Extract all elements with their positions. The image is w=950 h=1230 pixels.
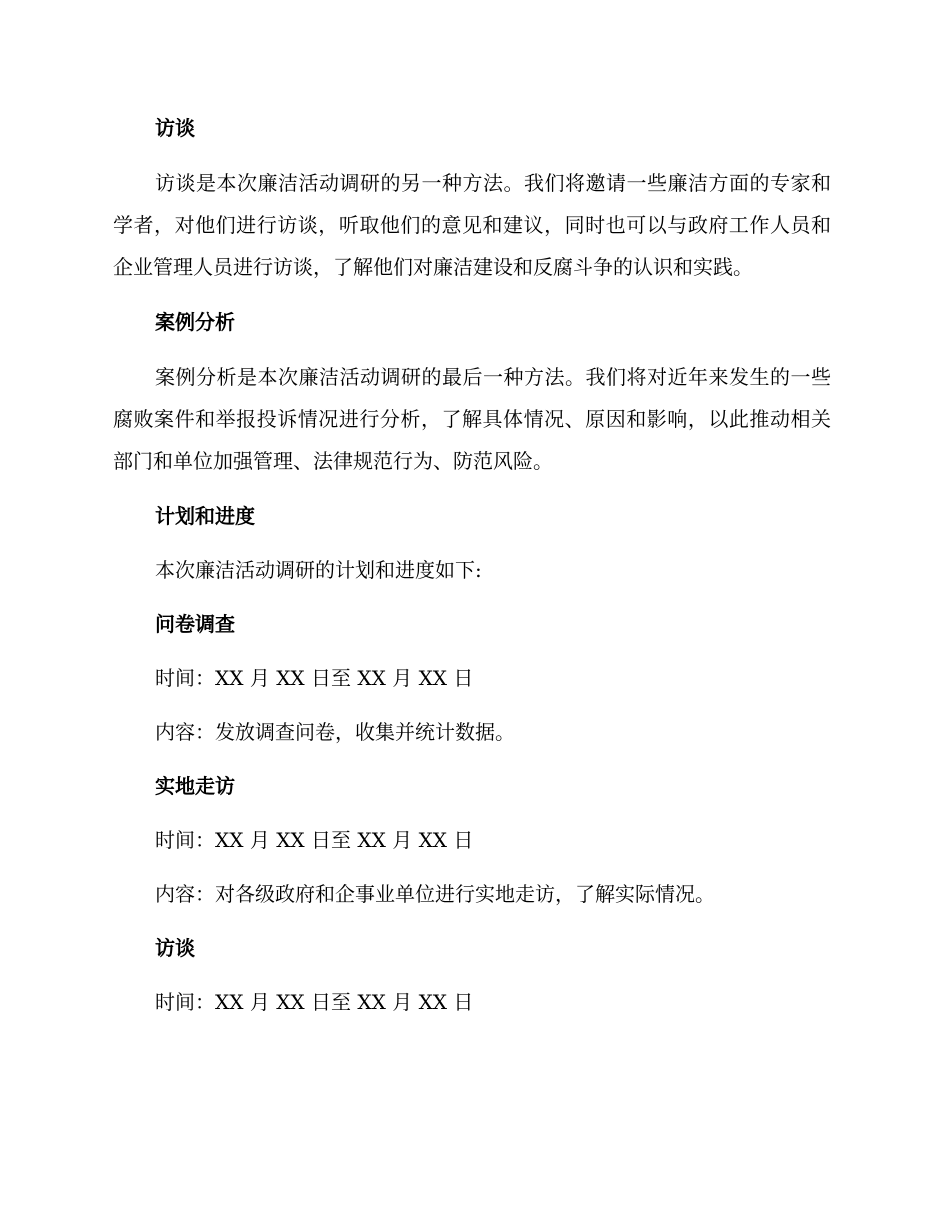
plan-intro: 本次廉洁活动调研的计划和进度如下: [155,558,482,582]
section-heading-plan: 计划和进度 [155,504,255,528]
schedule-interview-time: 时间：XX 月 XX 日至 XX 月 XX 日 [155,990,474,1014]
document-body [113,108,831,1036]
schedule-visit-content: 内容：对各级政府和企事业单位进行实地走访，了解实际情况。 [155,882,715,906]
paragraph-interview: 访谈是本次廉洁活动调研的另一种方法。我们将邀请一些廉洁方面的专家和学者，对他们进行访谈，听取他们的意见和建议，同时也可以与政府工作人员和企业管理人员进行访谈，了解他们对廉洁建设和反腐斗争的认识和实践。 [113,171,831,279]
schedule-heading-interview: 访谈 [155,936,195,960]
schedule-heading-field-visit: 实地走访 [155,774,235,798]
section-heading-interview: 访谈 [155,116,195,140]
schedule-heading-survey: 问卷调查 [155,612,235,636]
schedule-visit-time: 时间：XX 月 XX 日至 XX 月 XX 日 [155,828,474,852]
schedule-survey-time: 时间：XX 月 XX 日至 XX 月 XX 日 [155,666,474,690]
paragraph-case-analysis: 案例分析是本次廉洁活动调研的最后一种方法。我们将对近年来发生的一些腐败案件和举报投诉情况进行分析，了解具体情况、原因和影响，以此推动相关部门和单位加强管理、法律规范行为、防范风险。 [113,365,831,473]
schedule-survey-content: 内容：发放调查问卷，收集并统计数据。 [155,720,515,744]
section-heading-case-analysis: 案例分析 [155,310,235,334]
